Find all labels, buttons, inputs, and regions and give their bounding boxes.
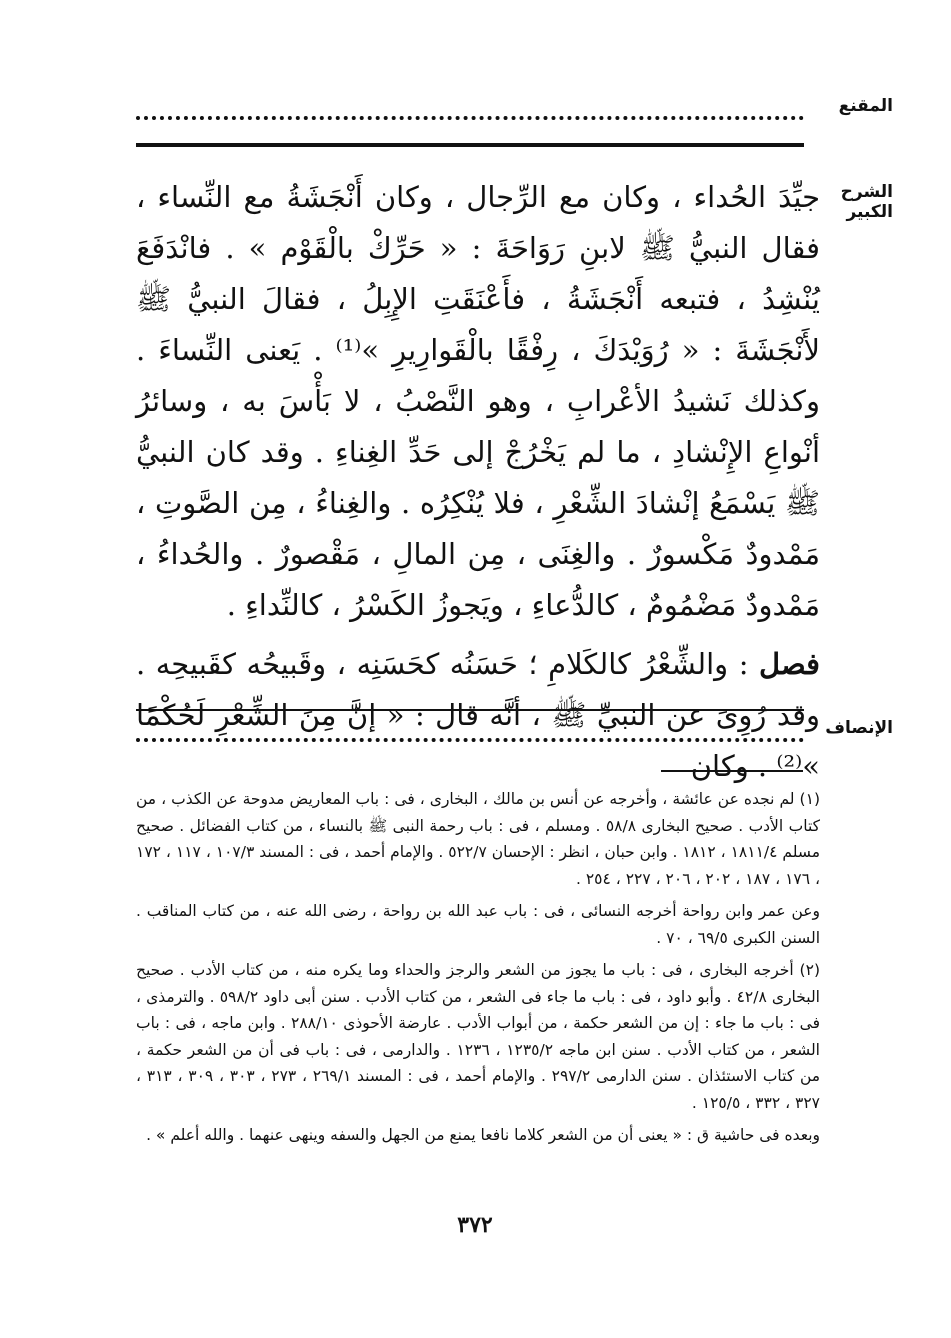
label-muqni: المقنع	[838, 96, 893, 116]
main-paragraph-2-text: : والشِّعْرُ كالكَلامِ ؛ حَسَنُه كحَسَنِه ، وقَبيحُه كقَبيحِه . وقد رُوِىَ عن النبيِّ ﷺ ، أنَّه قال : « إنَّ مِنَ الشِّعْرِ لَحُكْمًا »⁽²⁾ . وكان	[136, 647, 820, 783]
dotted-line-top	[136, 106, 804, 120]
footnote-separator	[661, 770, 803, 772]
section-rule-insaf	[136, 709, 804, 711]
footnote-1-continuation: وعن عمر وابن رواحة أخرجه النسائى ، فى : باب عبد الله بن رواحة ، رضى الله عنه ، من كتاب المناقب . السنن الكبرى ٦٩/٥ ، ٧٠ .	[136, 902, 820, 947]
fasl-heading: فصل	[759, 647, 820, 681]
section-rule-top	[136, 143, 804, 147]
label-sharh-kabir: الشرح الكبير	[840, 182, 893, 222]
label-insaf: الإنصاف	[825, 718, 893, 738]
page-number: ٣٧٢	[457, 1212, 493, 1238]
main-paragraph-1: جيِّدَ الحُداء ، وكان مع الرِّجال ، وكان أَنْجَشَةُ مع النِّساء ، فقال النبيُّ ﷺ لابنِ رَوَاحَةَ : « حَرِّكْ بالْقَوْم » . فانْدَفَعَ يُنْشِدُ ، فتبعه أَنْجَشَةُ ، فأَعْنَقَتِ الإِبِلُ ، فقالَ النبيُّ ﷺ لأَنْجَشَةَ : « رُوَيْدَكَ ، رِفْقًا بالْقَوارِيرِ »⁽¹⁾ . يَعنى النِّساءَ . وكذلك نَشيدُ الأعْرابِ ، وهو النَّصْبُ ، لا بَأْسَ به ، وسائرُ أنْواعِ الإِنْشادِ ، ما لم يَخْرُجْ إلى حَدِّ الغِناءِ . وقد كان النبيُّ ﷺ يَسْمَعُ إنْشادَ الشِّعْرِ ، فلا يُنْكِرُه . والغِناءُ ، مِن الصَّوتِ ، مَمْدودٌ مَكْسورٌ . والغِنَى ، مِن المالِ ، مَقْصورٌ . والحُداءُ ، مَمْدودٌ مَضْمُومٌ ، كالدُّعاءِ ، ويَجوزُ الكَسْرُ ، كالنِّداءِ .	[136, 180, 821, 622]
footnote-1: (١) لم نجده عن عائشة ، وأخرجه عن أنس بن مالك ، البخارى ، فى : باب المعاريض مدوحة عن الكذب ، من كتاب الأدب . صحيح البخارى ٥٨/٨ . ومسلم ، فى : باب رحمة النبى ﷺ بالنساء ، من كتاب الفضائل . صحيح مسلم ١٨١١/٤ ، ١٨١٢ . وابن حبان ، انظر : الإحسان ٥٢٢/٧ . والإمام أحمد ، فى : المسند ١٠٧/٣ ، ١١٧ ، ١٧٢ ، ١٧٦ ، ١٨٧ ، ٢٠٢ ، ٢٠٦ ، ٢٢٧ ، ٢٥٤ .	[136, 790, 820, 888]
footnotes	[136, 786, 820, 1149]
main-commentary	[136, 172, 820, 792]
footnote-2-continuation: وبعده فى حاشية ق : « يعنى أن من الشعر كلاما نافعا يمنع من الجهل والسفه وينهى عنهما . والله أعلم » .	[146, 1126, 820, 1144]
footnote-2: (٢) أخرجه البخارى ، فى : باب ما يجوز من الشعر والرجز والحداء وما يكره منه ، من كتاب الأدب . صحيح البخارى ٤٢/٨ . وأبو داود ، فى : باب ما جاء فى الشعر ، من كتاب الأدب . سنن أبى داود ٥٩٨/٢ . والترمذى ، فى : باب ما جاء : إن من الشعر حكمة ، من أبواب الأدب . عارضة الأحوذى ٢٨٨/١٠ . وابن ماجه ، فى : باب الشعر ، من كتاب الأدب . سنن ابن ماجه ١٢٣٥/٢ ، ١٢٣٦ . والدارمى ، فى : باب فى أن من الشعر حكمة ، من كتاب الاستئذان . سنن الدارمى ٢٩٧/٢ . والإمام أحمد ، فى : المسند ٢٦٩/١ ، ٢٧٣ ، ٣٠٣ ، ٣٠٩ ، ٣١٣ ، ٣٢٧ ، ٣٣٢ ، ١٢٥/٥ .	[136, 961, 821, 1112]
dotted-line-insaf	[136, 728, 804, 742]
